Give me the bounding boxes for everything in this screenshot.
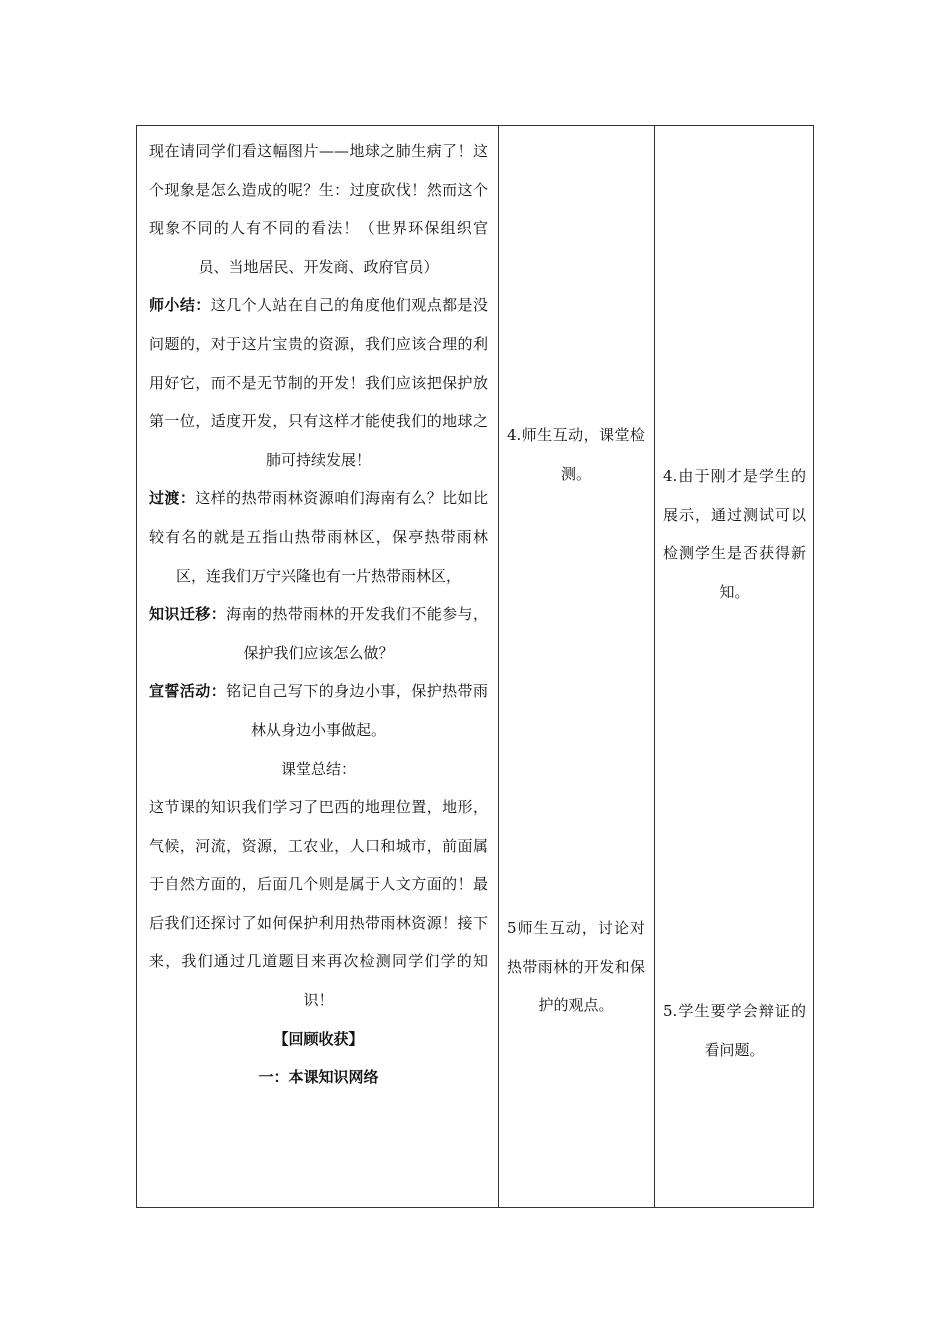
transition-text: 这样的热带雨林资源咱们海南有么？比如比较有名的就是五指山热带雨林区，保亭热带雨林区，连我们万宁兴隆也有一片热带雨林区， — [149, 489, 488, 585]
oath-text: 铭记自己写下的身边小事，保护热带雨林从身边小事做起。 — [226, 682, 488, 739]
teaching-process-cell — [137, 126, 498, 1097]
transfer-text: 海南的热带雨林的开发我们不能参与，保护我们应该怎么做？ — [226, 605, 488, 662]
activity-4-cell — [507, 416, 645, 493]
intent-5-text: 5.学生要学会辩证的看问题。 — [663, 1002, 806, 1059]
review-title: 【回顾收获】 — [273, 1029, 364, 1048]
column-divider — [654, 126, 655, 1207]
intent-4-text: 4.由于刚才是学生的展示，通过测试可以检测学生是否获得新知。 — [663, 467, 806, 601]
activity-5-cell — [507, 909, 645, 1025]
transfer-label: 知识迁移： — [149, 605, 227, 624]
network-title: 一：本课知识网络 — [258, 1068, 379, 1087]
class-summary-paragraph: 这节课的知识我们学习了巴西的地理位置，地形，气候，河流，资源，工农业，人口和城市，前面属于自然方面的，后面几个则是属于人文方面的！最后我们还探讨了如何保护利用热带雨林资源！接下来，我们通过几道题目来再次检测同学们学的知识！ — [149, 798, 488, 1010]
intro-paragraph: 现在请同学们看这幅图片——地球之肺生病了！这个现象是怎么造成的呢？生：过度砍伐！然而这个现象不同的人有不同的看法！（世界环保组织官员、当地居民、开发商、政府官员） — [149, 142, 488, 276]
activity-4-text: 4.师生互动，课堂检测。 — [507, 426, 645, 483]
summary-label: 师小结： — [149, 296, 211, 315]
transition-paragraph — [149, 479, 488, 595]
class-summary-title: 课堂总结： — [280, 759, 356, 778]
column-divider — [498, 126, 499, 1207]
summary-paragraph — [149, 286, 488, 479]
intent-4-cell — [663, 457, 806, 611]
oath-label: 宣誓活动： — [149, 682, 227, 701]
summary-text: 这几个人站在自己的角度他们观点都是没问题的，对于这片宝贵的资源，我们应该合理的利用好它，而不是无节制的开发！我们应该把保护放第一位，适度开发，只有这样才能使我们的地球之肺可持续发展！ — [149, 296, 488, 469]
oath-paragraph — [149, 672, 488, 749]
transfer-paragraph — [149, 595, 488, 672]
lesson-table — [136, 125, 814, 1208]
activity-5-text: 5师生互动，讨论对热带雨林的开发和保护的观点。 — [507, 919, 645, 1015]
transition-label: 过渡： — [149, 489, 196, 508]
intent-5-cell — [663, 992, 806, 1069]
